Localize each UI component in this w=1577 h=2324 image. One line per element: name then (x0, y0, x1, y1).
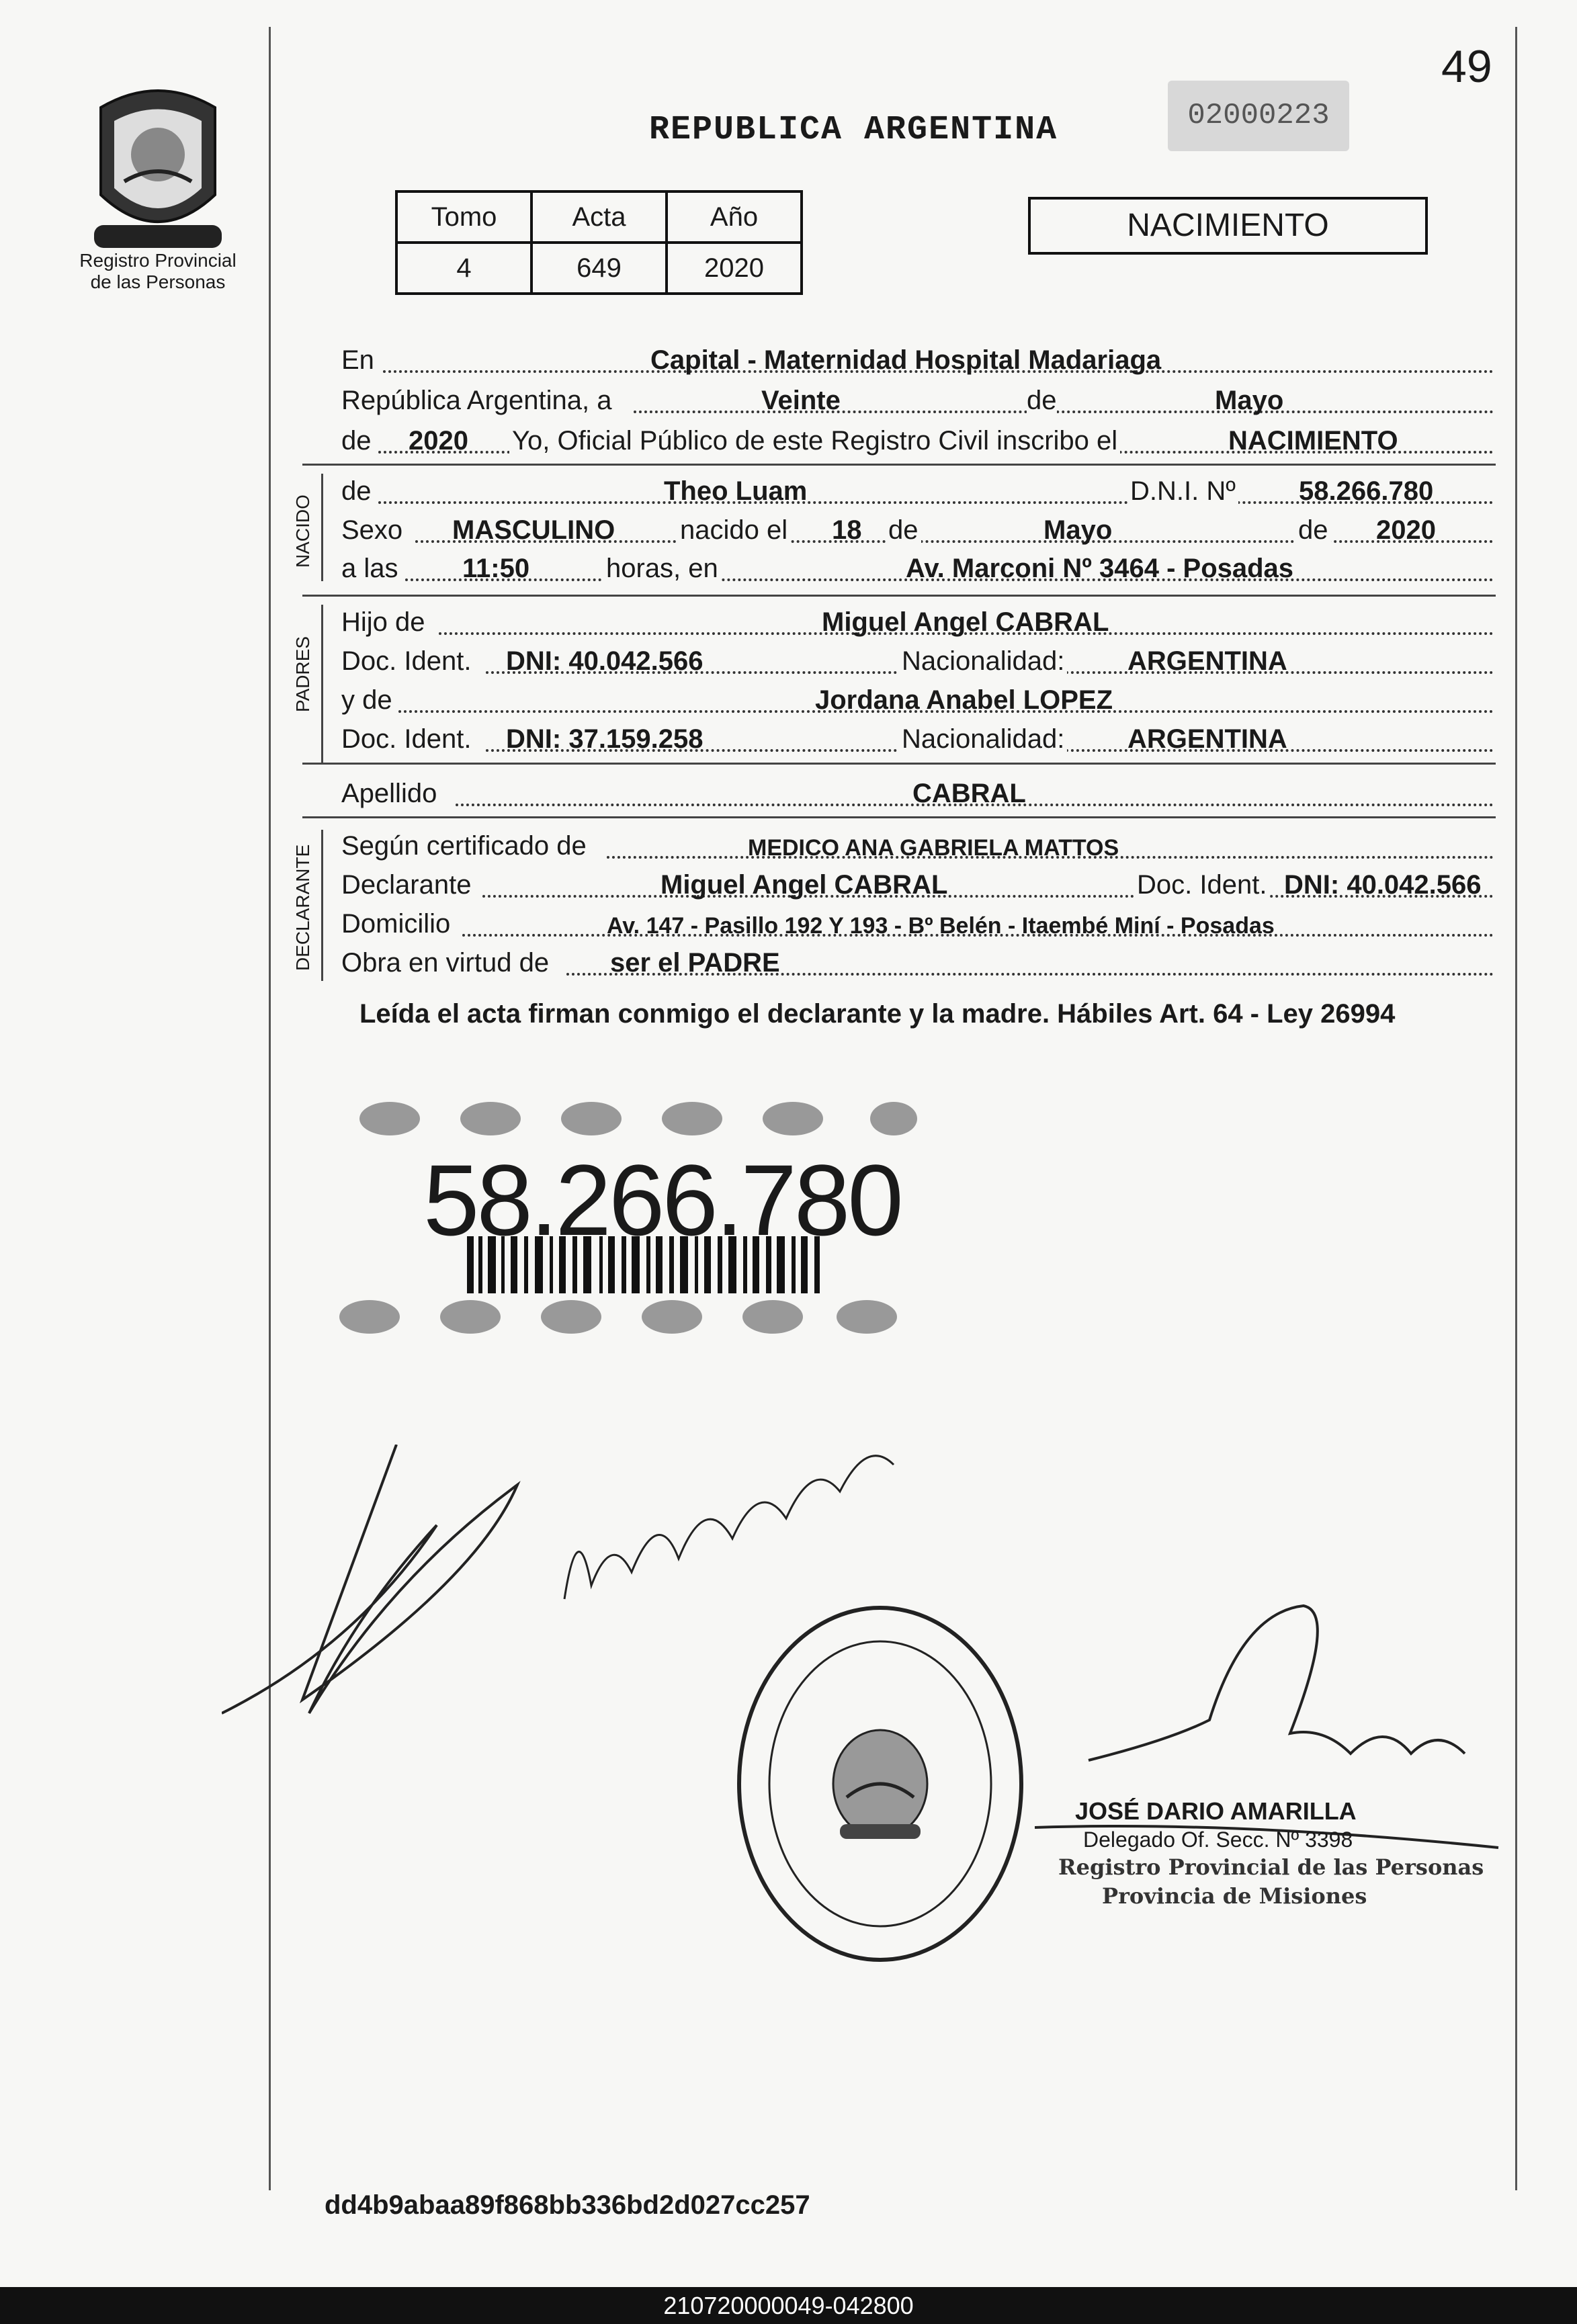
footer-code: 210720000049-042800 (663, 2292, 914, 2319)
declarant-doc: DNI: 40.042.566 (1284, 870, 1482, 900)
declarant-address: Av. 147 - Pasillo 192 Y 193 - Bº Belén - Itaembé Miní - Posadas (607, 913, 1275, 939)
apellido-label: Apellido (341, 779, 437, 808)
table-header-tomo: Tomo (396, 191, 531, 243)
declarant-name: Miguel Angel CABRAL (660, 870, 948, 900)
inscription-day: Veinte (761, 386, 841, 415)
child-name: Theo Luam (664, 476, 808, 506)
separator (302, 763, 1496, 765)
mother-doc-label: Doc. Ident. (341, 724, 472, 754)
mother-name: Jordana Anabel LOPEZ (815, 685, 1113, 715)
inscription-month: Mayo (1215, 386, 1284, 415)
child-sex: MASCULINO (452, 515, 615, 545)
de-name-label: de (341, 476, 372, 506)
sexo-label: Sexo (341, 515, 403, 545)
logo-caption-line2: de las Personas (90, 271, 226, 292)
surname: CABRAL (912, 779, 1026, 808)
line-address (341, 903, 1494, 945)
de-label-4: de (1295, 515, 1331, 546)
birth-address: Av. Marconi Nº 3464 - Posadas (906, 554, 1294, 583)
page-number: 49 (1441, 41, 1492, 92)
country-title: REPUBLICA ARGENTINA (649, 111, 1058, 149)
mother-nationality-label: Nacionalidad: (899, 724, 1067, 755)
mother-nationality: ARGENTINA (1127, 724, 1287, 754)
serial-number: 02000223 (1168, 81, 1349, 151)
y-de-label: y de (341, 685, 392, 715)
line-year (341, 420, 1494, 462)
line-place (341, 339, 1494, 381)
logo-caption-line1: Registro Provincial (79, 250, 237, 271)
father-nationality: ARGENTINA (1127, 646, 1287, 676)
a-las-label: a las (341, 554, 398, 583)
declarante-label: Declarante (341, 870, 472, 900)
table-header-acta: Acta (531, 191, 667, 243)
horas-label: horas, en (603, 554, 721, 584)
de-label-3: de (886, 515, 921, 546)
de-label-2: de (341, 426, 372, 456)
official-stamp (736, 1602, 1031, 1969)
certifying-doctor: MEDICO ANA GABRIELA MATTOS (748, 835, 1119, 861)
barcode-number: 58.266.780 (423, 1144, 901, 1256)
province-seal-logo (81, 81, 235, 255)
birth-month: Mayo (1043, 515, 1113, 545)
declarant-capacity: ser el PADRE (610, 948, 780, 978)
father-nationality-label: Nacionalidad: (899, 646, 1067, 677)
de-label: de (1027, 386, 1057, 415)
father-name: Miguel Angel CABRAL (822, 607, 1109, 637)
separator (302, 464, 1496, 466)
event-type: NACIMIENTO (1228, 426, 1398, 456)
birth-day: 18 (832, 515, 862, 545)
official-role: Delegado Of. Secc. Nº 3398 (1083, 1827, 1353, 1852)
line-father-doc (341, 640, 1494, 682)
birth-year: 2020 (1376, 515, 1436, 545)
declarante-section-label: DECLARANTE (292, 844, 313, 971)
official-registry: Registro Provincial de las Personas (1058, 1854, 1484, 1880)
line-father (341, 601, 1494, 643)
nacido-section-label: NACIDO (292, 494, 313, 568)
right-margin-line (1515, 27, 1517, 2190)
mother-signature (558, 1411, 907, 1629)
line-time-place (341, 548, 1494, 589)
declarant-signature (222, 1445, 544, 1770)
table-value-tomo: 4 (396, 243, 531, 294)
line-date (341, 380, 1494, 421)
table-value-acta: 649 (531, 243, 667, 294)
child-dni: 58.266.780 (1299, 476, 1434, 506)
en-label: En (341, 345, 374, 375)
official-name: JOSÉ DARIO AMARILLA (1075, 1797, 1357, 1825)
mother-doc: DNI: 37.159.258 (506, 724, 704, 754)
oficial-text: Yo, Oficial Público de este Registro Civil inscribo el (509, 426, 1120, 456)
separator (302, 816, 1496, 818)
padres-section-label: PADRES (292, 636, 313, 712)
document-type-box: NACIMIENTO (1028, 197, 1428, 255)
birth-time: 11:50 (462, 554, 530, 583)
inscription-year: 2020 (409, 426, 468, 456)
logo-caption (54, 250, 262, 293)
line-mother-doc (341, 718, 1494, 760)
father-doc-label: Doc. Ident. (341, 646, 472, 676)
nacido-el-label: nacido el (677, 515, 790, 546)
father-doc: DNI: 40.042.566 (506, 646, 704, 676)
table-value-ano: 2020 (667, 243, 802, 294)
dni-label: D.N.I. Nº (1127, 476, 1238, 507)
line-declarant (341, 864, 1494, 906)
line-certificate (341, 825, 1494, 867)
closing-statement: Leída el acta firman conmigo el declarante y la madre. Hábiles Art. 64 - Ley 26994 (359, 999, 1396, 1029)
nacido-bar (321, 474, 323, 581)
domicilio-label: Domicilio (341, 909, 451, 939)
republica-label: República Argentina, a (341, 386, 612, 415)
official-province: Provincia de Misiones (1102, 1883, 1367, 1909)
line-surname (341, 773, 1494, 814)
line-name (341, 470, 1494, 512)
table-header-ano: Año (667, 191, 802, 243)
declarante-bar (321, 830, 323, 981)
line-sex-birth (341, 509, 1494, 551)
declarant-doc-label: Doc. Ident. (1134, 870, 1269, 900)
birth-place-institution: Capital - Maternidad Hospital Madariaga (650, 345, 1162, 375)
left-margin-line (269, 27, 271, 2190)
certificado-label: Según certificado de (341, 831, 587, 861)
line-capacity (341, 942, 1494, 984)
document-hash: dd4b9abaa89f868bb336bd2d027cc257 (325, 2190, 810, 2220)
obra-label: Obra en virtud de (341, 948, 550, 978)
line-mother (341, 679, 1494, 721)
separator (302, 595, 1496, 597)
record-table (395, 190, 803, 295)
padres-bar (321, 605, 323, 763)
hijo-de-label: Hijo de (341, 607, 425, 637)
